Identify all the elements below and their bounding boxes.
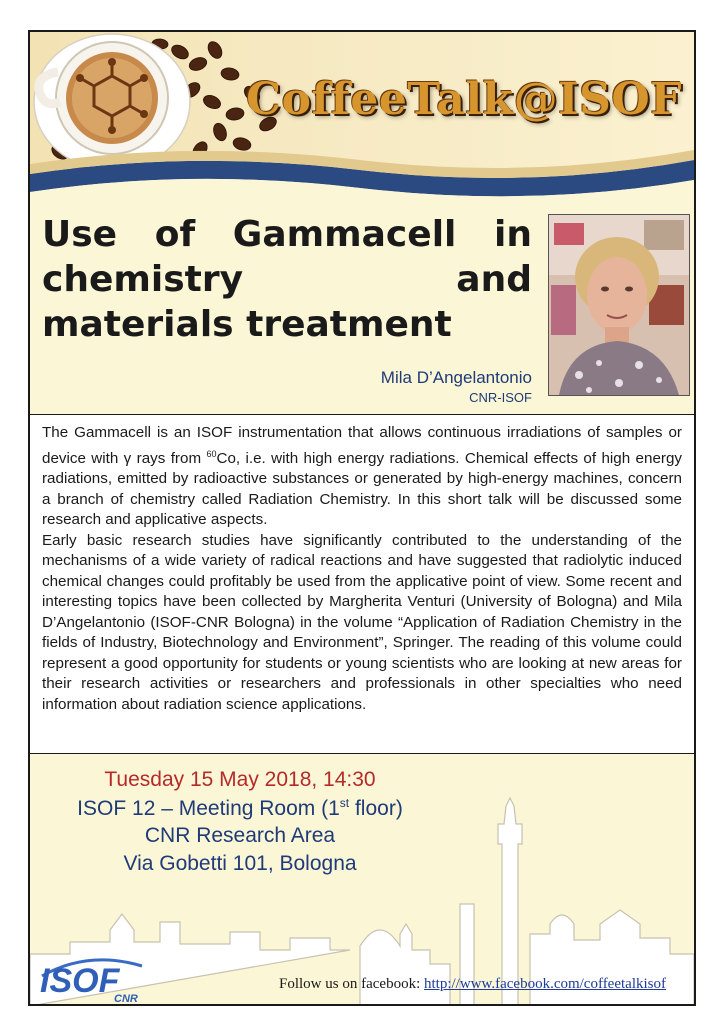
event-address: Via Gobetti 101, Bologna (123, 852, 357, 875)
facebook-link[interactable]: http://www.facebook.com/coffeetalkisof (423, 976, 666, 992)
event-room-sup: st (339, 796, 350, 810)
abstract-text: rays from (131, 449, 207, 467)
isof-cnr-logo (38, 946, 148, 1004)
brand-title: CoffeeTalk@ISOF (246, 74, 682, 125)
title-section (30, 202, 694, 412)
speaker-name: Mila D’Angelantonio (380, 368, 532, 387)
poster (28, 30, 696, 1006)
abstract-paragraph-1 (42, 423, 682, 531)
event-date-time: Tuesday 15 May 2018, 14:30 (104, 768, 376, 791)
facebook-line (279, 976, 666, 993)
event-room-text: floor) (349, 797, 403, 820)
abstract (30, 414, 694, 754)
event-info (30, 754, 694, 1006)
event-room-text: ISOF 12 – Meeting Room (1 (77, 797, 340, 820)
abstract-text: The Gammacell is an ISOF instrumentation that allows continuous irradiations of samples or device with (42, 424, 682, 467)
event-room (30, 796, 450, 821)
event-area: CNR Research Area (144, 824, 336, 847)
logo-text: ISOF (40, 962, 120, 1000)
header-banner (30, 32, 694, 202)
isotope-mass: 60 (206, 448, 217, 459)
gamma-symbol: γ (123, 449, 132, 467)
speaker-affiliation: CNR-ISOF (469, 390, 532, 405)
abstract-text: Co, i.e. with high energy radiations. Chemical effects of high energy radiations, emitted by radioactive substances or generated by high-energy machines, concern a branch of chemistry called Radiation Chemistry. In this short talk will be discussed some research and applicative aspects. (42, 449, 682, 529)
abstract-paragraph-2: Early basic research studies have significantly contributed to the understanding of the mechanisms of a wide variety of radical reactions and have suggested that radiolytic induced chemical changes could profitably be used from the applicative point of view. Some recent and interesting topics have been collected by Margherita Venturi (University of Bologna) and Mila D’Angelantonio (ISOF-CNR Bologna) in the volume “Application of Radiation Chemistry in the fields of Industry, Biotechnology and Environment”, Springer. The reading of this volume could represent a good opportunity for students or young scientists who are looking at new areas for their research activities or researchers and professionals in other specialties who need information about radiation science applications. (42, 531, 682, 713)
speaker-photo (548, 214, 690, 396)
talk-title: Use of Gammacell in chemistry and materials treatment (42, 214, 532, 345)
logo-sub: CNR (114, 993, 138, 1004)
follow-label: Follow us on facebook: (279, 976, 424, 992)
